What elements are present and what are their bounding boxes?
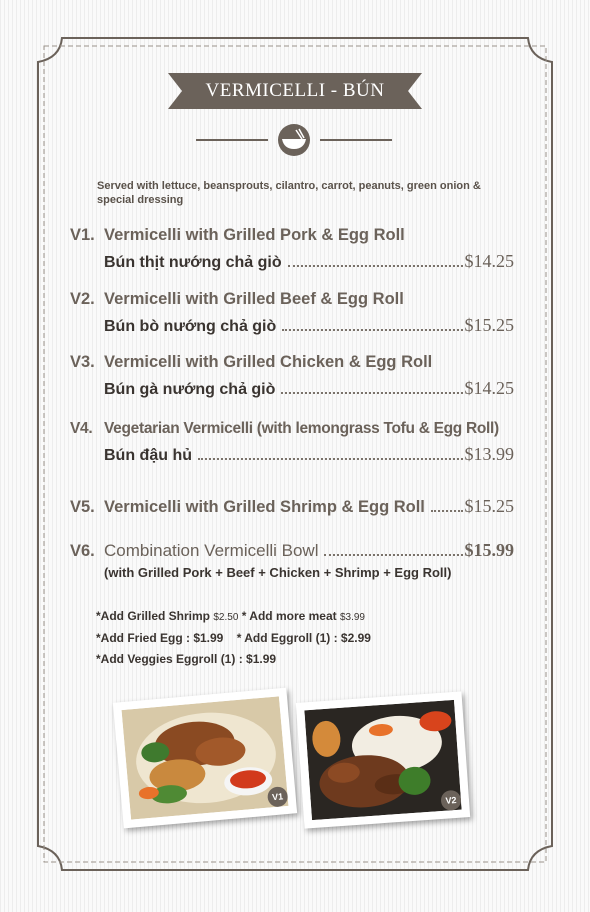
item-title: Combination Vermicelli Bowl	[104, 541, 319, 560]
addon-shrimp: *Add Grilled Shrimp	[96, 609, 214, 623]
item-note: (with Grilled Pork + Beef + Chicken + Shrimp + Egg Roll)	[104, 565, 452, 580]
addon-veggie-eggroll: *Add Veggies Eggroll (1) : $1.99	[96, 652, 277, 666]
menu-item-v1	[70, 226, 550, 272]
addon-meat-price: $3.99	[339, 612, 365, 623]
item-code: V3.	[70, 353, 95, 371]
addon-meat: * Add more meat	[238, 609, 340, 623]
item-subtitle: Bún đậu hủ	[104, 447, 192, 464]
photo-v2	[296, 691, 470, 828]
item-code: V2.	[70, 290, 95, 308]
addon-egg-eggroll: *Add Fried Egg : $1.99 * Add Eggroll (1) : $2.99	[96, 631, 371, 645]
menu-item-v6	[70, 540, 550, 580]
vermicelli-beef-photo	[304, 700, 461, 820]
divider-ornament	[196, 123, 392, 157]
addons-list	[96, 606, 371, 670]
photo-v1	[113, 688, 297, 829]
item-price: $13.99	[464, 444, 514, 464]
photo-tag-v2: V2	[440, 790, 461, 811]
item-title: Vermicelli with Grilled Pork & Egg Roll	[104, 226, 405, 244]
menu-item-v3	[70, 353, 550, 399]
item-code: V4.	[70, 420, 93, 437]
item-price: $15.25	[464, 496, 514, 516]
item-title: Vermicelli with Grilled Chicken & Egg Roll	[104, 353, 433, 371]
item-code: V5.	[70, 498, 95, 516]
item-subtitle: Bún gà nướng chả giò	[104, 381, 276, 398]
item-price: $14.25	[464, 378, 514, 398]
photo-tag-v1: V1	[267, 786, 289, 808]
addon-shrimp-price: $2.50	[213, 612, 239, 623]
item-code: V1.	[70, 226, 95, 244]
section-title: VERMICELLI - BÚN	[205, 80, 385, 101]
menu-item-v4	[70, 420, 550, 465]
item-price: $14.25	[464, 251, 514, 271]
item-title: Vegetarian Vermicelli (with lemongrass Tofu & Egg Roll)	[104, 420, 499, 437]
menu-intro: Served with lettuce, beansprouts, cilantro, carrot, peanuts, green onion & special dressing	[97, 180, 481, 206]
noodle-bowl-icon	[278, 124, 310, 156]
item-title: Vermicelli with Grilled Shrimp & Egg Roll	[104, 498, 425, 516]
vermicelli-pork-photo	[122, 696, 289, 819]
menu-item-v5	[70, 496, 550, 517]
item-price: $15.25	[464, 315, 514, 335]
item-subtitle: Bún thịt nướng chả giò	[104, 254, 282, 271]
menu-item-v2	[70, 290, 550, 336]
item-title: Vermicelli with Grilled Beef & Egg Roll	[104, 290, 404, 308]
item-price: $15.99	[464, 540, 514, 560]
item-code: V6.	[70, 542, 95, 560]
item-subtitle: Bún bò nướng chả giò	[104, 318, 277, 335]
